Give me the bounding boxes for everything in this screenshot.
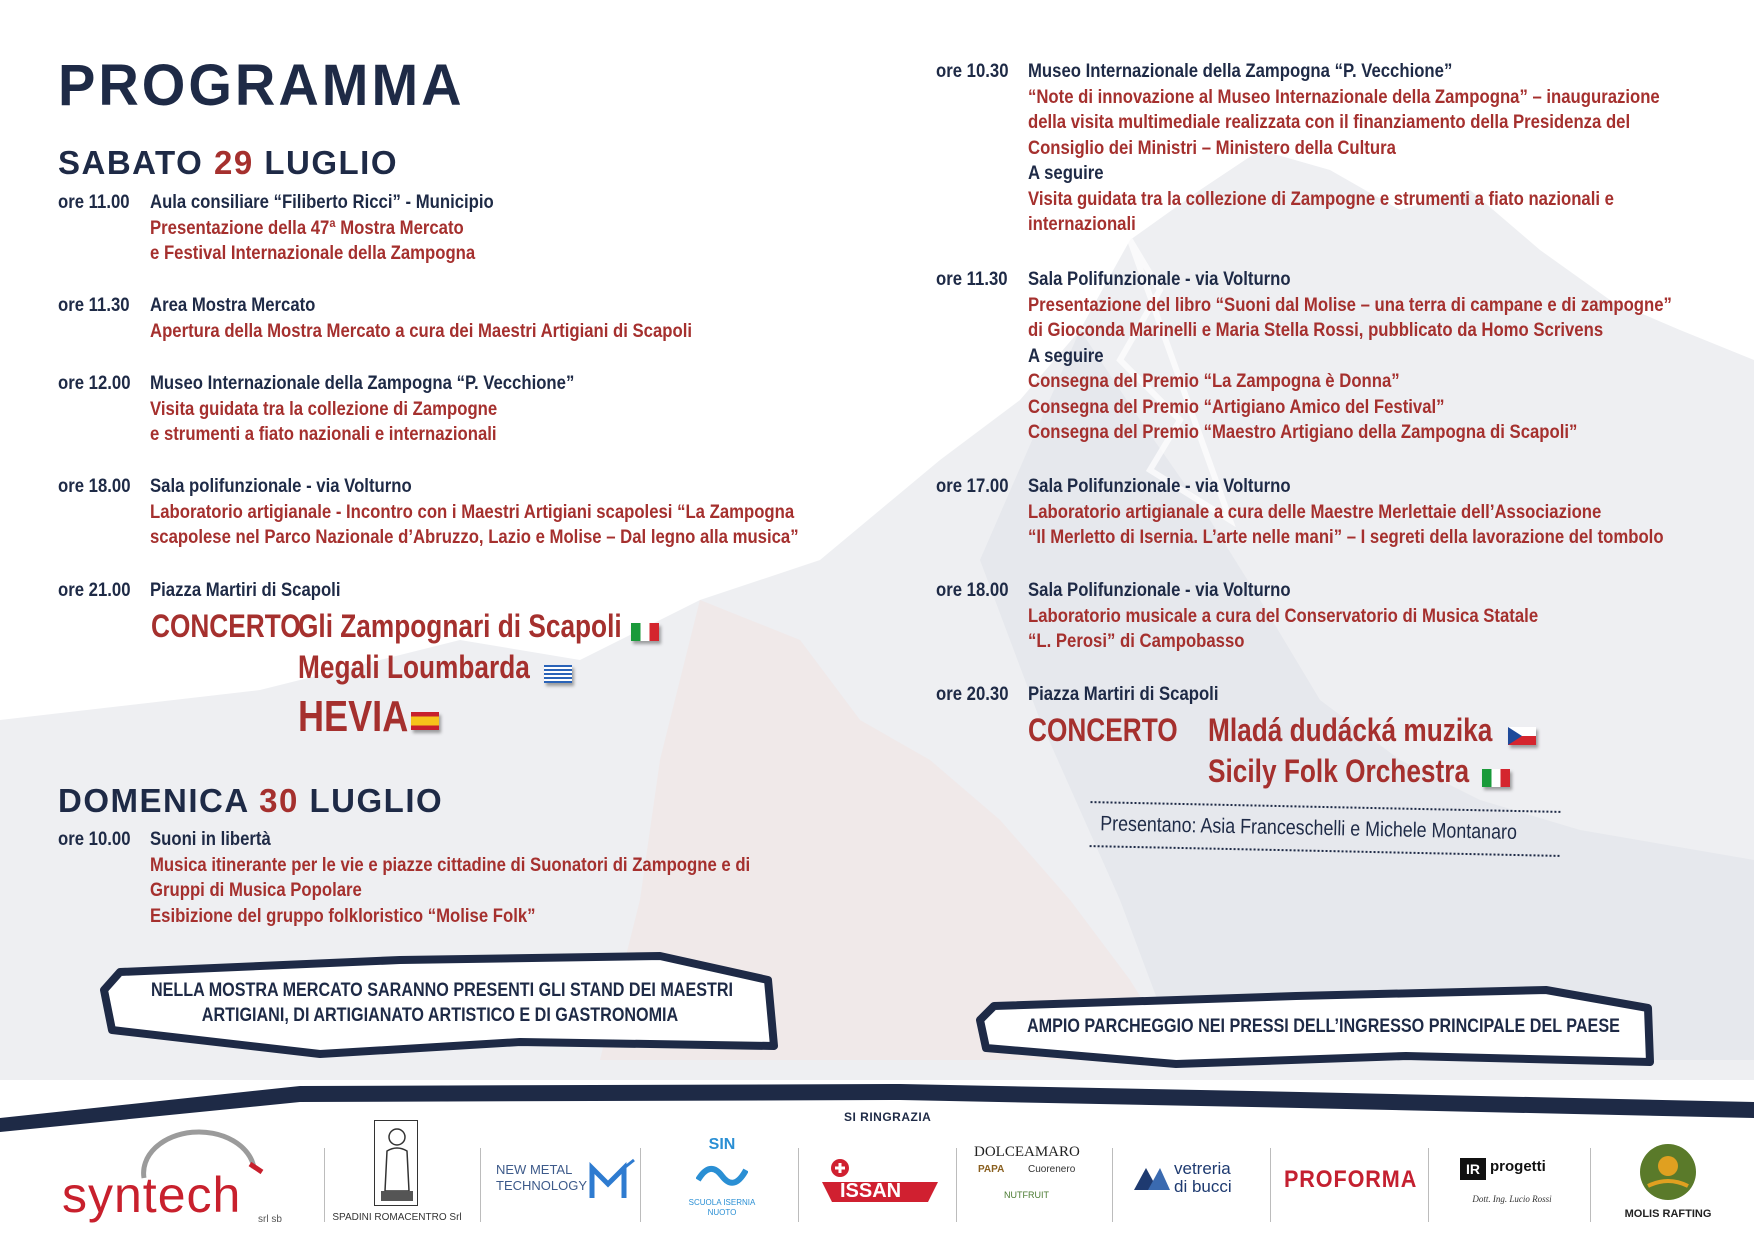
event-place: Sala polifunzionale - via Volturno [150, 476, 412, 497]
event-place: Museo Internazionale della Zampogna “P. Vecchione” [1028, 61, 1453, 82]
event-place: Sala Polifunzionale - via Volturno [1028, 476, 1291, 497]
sponsor-newmetal-logo [492, 1150, 642, 1210]
sponsor-name: progetti [1490, 1158, 1546, 1175]
event-desc: internazionali [1028, 214, 1136, 235]
event-time: ore 18.00 [936, 580, 1009, 601]
sponsor-separator [1270, 1148, 1271, 1222]
event-domenica-1700 [936, 474, 1750, 551]
sponsor-name: vetreria [1174, 1159, 1231, 1178]
concert-artist: Gli Zampognari di Scapoli [298, 608, 622, 644]
month-name: LUGLIO [309, 782, 444, 819]
banner-text: NELLA MOSTRA MERCATO SARANNO PRESENTI GLI STAND DEI MAESTRI [151, 980, 734, 1001]
concert-sabato [151, 608, 711, 748]
event-place: Sala Polifunzionale - via Volturno [1028, 580, 1291, 601]
nm-mark-icon [588, 1154, 638, 1204]
month-name: LUGLIO [264, 144, 399, 181]
presenters-box [1090, 801, 1561, 857]
sponsor-dolceamaro-logo [974, 1144, 1094, 1224]
vetreria-mark-icon [1132, 1164, 1172, 1194]
event-place: Aula consiliare “Filiberto Ricci” - Municipio [150, 192, 494, 213]
sponsor-separator [1428, 1148, 1429, 1222]
event-time: ore 11.00 [58, 192, 130, 213]
greece-flag-icon [544, 665, 572, 683]
event-sabato-1800 [58, 474, 887, 551]
sponsor-separator [798, 1148, 799, 1222]
event-domenica-1800 [936, 578, 1608, 655]
sponsor-proforma-logo [1284, 1160, 1424, 1200]
sponsor-name: PROFORMA [1284, 1166, 1418, 1193]
event-desc: “Note di innovazione al Museo Internazionale della Zampogna” – inaugurazione [1028, 86, 1660, 108]
sponsor-syntech-logo [58, 1128, 298, 1228]
day-number: 30 [259, 782, 299, 819]
event-desc: Consegna del Premio “La Zampogna è Donna” [1028, 371, 1400, 392]
banner-parcheggio [976, 986, 1656, 1070]
sponsor-molisrafting-logo [1620, 1142, 1716, 1228]
sponsor-sub: NUOTO [707, 1208, 737, 1217]
event-sabato-1100 [58, 190, 541, 267]
sponsor-mark: IR [1460, 1158, 1486, 1180]
event-time: ore 21.00 [58, 580, 131, 601]
event-desc: Laboratorio musicale a cura del Conservatorio di Musica Statale [1028, 605, 1539, 627]
event-time: ore 17.00 [936, 476, 1009, 497]
banner-text: ARTIGIANI, DI ARTIGIANATO ARTISTICO E DI GASTRONOMIA [201, 1005, 679, 1026]
spain-flag-icon [411, 712, 439, 730]
concert-label: CONCERTO [151, 608, 301, 644]
sponsor-name: DOLCEAMARO [974, 1144, 1080, 1160]
event-place: Suoni in libertà [150, 829, 271, 850]
event-time: ore 10.00 [58, 829, 131, 850]
event-desc: di Gioconda Marinelli e Maria Stella Rossi, pubblicato da Homo Scrivens [1028, 320, 1604, 341]
sponsor-sub: Cuorenero [1028, 1164, 1076, 1175]
event-domenica-2030 [936, 682, 1244, 708]
concert-domenica [1028, 712, 1588, 802]
sponsor-name: SPADINI ROMACENTRO Srl [332, 1212, 462, 1223]
event-desc: “L. Perosi” di Campobasso [1028, 631, 1245, 652]
event-place: Sala Polifunzionale - via Volturno [1028, 269, 1291, 290]
event-desc: della visita multimediale realizzata con il finanziamento della Presidenza del [1028, 112, 1631, 133]
sponsor-sin-logo [672, 1136, 772, 1222]
sponsor-separator [324, 1148, 325, 1222]
concert-artist-headliner: HEVIA [298, 692, 409, 741]
day-heading-sabato [58, 144, 398, 182]
sponsor-sub: Dott. Ing. Lucio Rossi [1472, 1194, 1552, 1204]
event-desc: Consiglio dei Ministri – Ministero della Cultura [1028, 137, 1396, 159]
event-desc: “Il Merletto di Isernia. L’arte nelle mani” – I segreti della lavorazione del tombolo [1028, 527, 1664, 548]
day-name: DOMENICA [58, 782, 249, 819]
event-followup: A seguire [1028, 345, 1104, 367]
presenters-text: Presentano: Asia Franceschelli e Michele Montanaro [1100, 812, 1518, 845]
event-followup: A seguire [1028, 163, 1104, 184]
sponsor-name: RAFTING [1662, 1208, 1712, 1220]
banner-text: AMPIO PARCHEGGIO NEI PRESSI DELL’INGRESSO PRINCIPALE DEL PAESE [1027, 1016, 1620, 1037]
event-place: Piazza Martiri di Scapoli [1028, 684, 1219, 705]
italy-flag-icon [1482, 769, 1510, 787]
event-desc: Musica itinerante per le vie e piazze cittadine di Suonatori di Zampogne e di [150, 854, 751, 876]
sponsor-separator [1590, 1148, 1591, 1222]
event-place: Area Mostra Mercato [150, 295, 316, 316]
event-desc: e Festival Internazionale della Zampogna [150, 243, 476, 264]
event-sabato-2100 [58, 578, 366, 604]
sponsor-name: SIN [708, 1136, 736, 1153]
event-time: ore 11.30 [58, 295, 130, 316]
event-sabato-1200 [58, 371, 632, 448]
sponsor-spadini-logo [332, 1120, 462, 1228]
event-desc: Apertura della Mostra Mercato a cura dei Maestri Artigiani di Scapoli [150, 320, 692, 342]
sponsor-sub: PAPA [978, 1164, 1005, 1175]
event-domenica-1130 [936, 267, 1754, 446]
czech-flag-icon [1508, 727, 1536, 745]
event-desc: Esibizione del gruppo folkloristico “Molise Folk” [150, 905, 536, 927]
concert-artist: Sicily Folk Orchestra [1208, 753, 1470, 789]
event-desc: Laboratorio artigianale - Incontro con i Maestri Artigiani scapolesi “La Zampogna [150, 501, 795, 523]
thanks-label: SI RINGRAZIA [844, 1110, 932, 1124]
sponsor-separator [1112, 1148, 1113, 1222]
sponsor-name: TECHNOLOGY [496, 1178, 588, 1193]
sponsor-name: ISSAN [840, 1180, 902, 1202]
rafting-badge-icon [1638, 1142, 1698, 1202]
sponsor-name: syntech [62, 1167, 242, 1223]
event-time: ore 11.30 [936, 269, 1008, 290]
day-heading-domenica [58, 782, 443, 820]
event-time: ore 12.00 [58, 373, 131, 394]
event-domenica-1030 [936, 59, 1746, 238]
event-desc: Visita guidata tra la collezione di Zampogne e strumenti a fiato nazionali e [1028, 188, 1614, 210]
event-desc: Gruppi di Musica Popolare [150, 880, 362, 901]
event-time: ore 10.30 [936, 61, 1009, 82]
sponsor-issan-logo [818, 1156, 942, 1206]
sponsor-name: MOLIS [1624, 1208, 1660, 1220]
sponsor-separator [480, 1148, 481, 1222]
concert-label: CONCERTO [1028, 712, 1178, 748]
event-desc: Visita guidata tra la collezione di Zampogne [150, 398, 498, 420]
day-name: SABATO [58, 144, 204, 181]
event-desc: Presentazione della 47ª Mostra Mercato [150, 217, 464, 239]
event-sabato-1130 [58, 293, 766, 344]
italy-flag-icon [631, 623, 659, 641]
sponsor-sub: SCUOLA ISERNIA [688, 1198, 756, 1207]
event-time: ore 20.30 [936, 684, 1009, 705]
sponsor-separator [640, 1148, 641, 1222]
day-number: 29 [213, 144, 254, 181]
event-desc: Consegna del Premio “Maestro Artigiano della Zampogna di Scapoli” [1028, 422, 1578, 443]
wave-icon [696, 1156, 748, 1196]
banner-mostra-mercato [100, 950, 780, 1060]
sponsor-name: di bucci [1174, 1177, 1232, 1196]
event-place: Museo Internazionale della Zampogna “P. Vecchione” [150, 373, 575, 394]
concert-artist: Mladá dudácká muzika [1208, 712, 1493, 748]
event-domenica-1000 [58, 827, 832, 929]
event-desc: Presentazione del libro “Suoni dal Molise – una terra di campane e di zampogne” [1028, 294, 1672, 316]
event-time: ore 18.00 [58, 476, 131, 497]
sponsor-sub: NUTFRUIT [1004, 1190, 1049, 1200]
sponsor-vetreria-logo [1132, 1156, 1262, 1206]
event-desc: scapolese nel Parco Nazionale d’Abruzzo, Lazio e Molise – Dal legno alla musica” [150, 527, 799, 548]
event-place: Piazza Martiri di Scapoli [150, 580, 341, 601]
event-desc: e strumenti a fiato nazionali e internazionali [150, 424, 497, 445]
page-title: PROGRAMMA [58, 51, 465, 118]
concert-artist: Megali Loumbarda [298, 649, 530, 685]
sponsor-sub: srl sb [258, 1214, 282, 1225]
event-desc: Consegna del Premio “Artigiano Amico del Festival” [1028, 396, 1445, 418]
sponsor-irprogetti-logo [1458, 1154, 1566, 1216]
statue-icon [374, 1120, 418, 1206]
sponsor-separator [956, 1148, 957, 1222]
event-desc: Laboratorio artigianale a cura delle Maestre Merlettaie dell’Associazione [1028, 501, 1602, 523]
sponsor-name: NEW METAL [496, 1162, 573, 1177]
